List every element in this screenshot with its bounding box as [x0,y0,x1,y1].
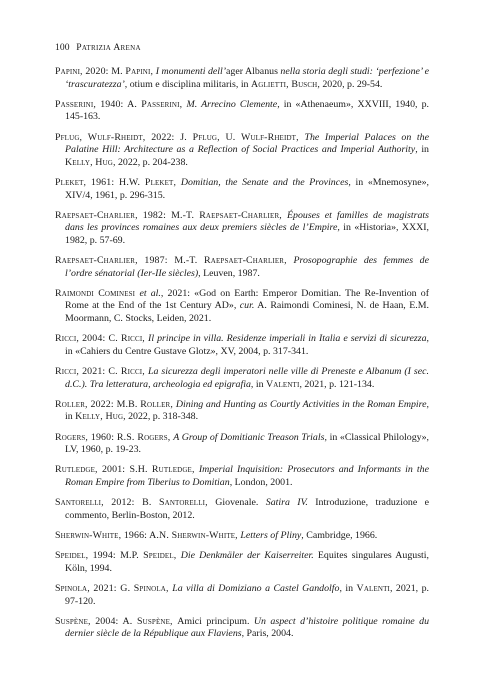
bibliography-entry [55,464,429,489]
bibliography-entry [55,333,429,358]
entry-author: Pflug, Wulf-Rheidt, 2022: J. Pflug, U. Wulf-Rheidt, [55,131,305,143]
entry-title: La villa di Domiziano a Castel Gandolfo [172,582,340,594]
entry-text: , otium e disciplina militaris, in [124,78,251,90]
entry-author: Suspène, 2004: A. Suspène, [55,615,178,627]
entry-title: I monumenti dell’ [155,66,227,77]
bibliography-entry [55,583,429,608]
entry-author: Ricci, 2021: C. Ricci, [55,366,148,378]
bibliography-entry [55,616,429,641]
entry-title: Dining and Hunting as Courtly Activities in the Roman Empire [175,398,427,410]
entry-author: Papini, 2020: M. Papini, [55,66,156,77]
entry-author: Kelly, Hug [75,411,124,423]
bibliography-entry [55,530,429,543]
entry-title: Satira IV. [265,497,308,509]
bibliography-entry [55,399,429,424]
entry-text: , in «Historia», XXXI, 1982, p. 57-69. [65,222,429,246]
entry-author: Sherwin-White, 1966: A.N. Sherwin-White, [55,529,241,541]
entry-text: , 2021, p. 121-134. [299,378,375,390]
entry-author: Valenti [356,582,390,594]
bibliography-entry [55,210,429,248]
entry-text: Equites singulares Augusti, Köln, 1994. [65,550,430,574]
bibliography-entry [55,550,429,575]
entry-author: Santorelli, 2012: B. Santorelli, [55,497,216,509]
entry-author: Raepsaet-Charlier, 1982: M.-T. Raepsaet-Charlier, [55,209,287,221]
entry-author: Rutledge, 2001: S.H. Rutledge, [55,464,199,476]
entry-text: , London, 2001. [229,476,293,488]
entry-title: La sicurezza degli imperatori nelle ville di Preneste e Albanum (I sec. d.C.). Tra letteratura, archeologia ed epigrafia [65,366,430,390]
entry-text: , in [65,398,430,423]
entry-title: The Imperial Palaces on the Palatine Hill: Architecture as a Reflection of Social Practices and Imperial Authority [65,131,429,156]
entry-text: , in [415,144,429,156]
running-head-author: Patrizia Arena [76,42,141,53]
entry-title: Imperial Inquisition: Prosecutors and Informants in the Roman Empire from Tiberius to Domitian [65,464,429,488]
entry-title: Die Denkmäler der Kaiserreiter. [180,550,314,562]
entry-author: Spinola, 2021: G. Spinola, [55,582,173,594]
entry-text: , 2021: «God on Earth: Emperor Domitian. The Re-Invention of Rome at the End of the 1st Century AD», [65,287,429,312]
entry-text: ager Albanus [226,66,281,77]
entry-title: et al. [139,287,161,299]
entry-author: Kelly, Hug [65,156,113,168]
entry-author: Ricci, 2004: C. Ricci, [55,333,149,345]
running-head [55,42,141,53]
entry-author: Raimondi Cominesi [55,287,140,299]
entry-author: Rogers, 1960: R.S. Rogers, [55,431,174,443]
entry-text: Introduzione, traduzione e commento, Berlin-Boston, 2012. [65,497,429,521]
entry-title: Prosopographie des femmes de l’ordre sénatorial (Ier-IIe siècles) [65,255,430,279]
bibliography-entry [55,66,429,91]
page-number: 100 [55,42,70,53]
entry-text: , in [339,582,357,594]
entry-title: Épouses et familles de magistrats dans les provinces romaines aux deux premiers siècles de l’Empire [65,209,429,234]
bibliography-entry [55,132,429,170]
bibliography-list [55,66,429,648]
entry-author: Pleket, 1961: H.W. Pleket, [55,176,181,188]
entry-author: Aglietti, Busch [250,78,318,90]
entry-text: , in «Cahiers du Centre Gustave Glotz», XV, 2004, p. 317-341. [65,333,429,357]
entry-title: cur. [239,300,255,312]
bibliography-entry [55,497,429,522]
entry-text: , 2021, p. 97-120. [65,582,430,607]
bibliography-entry [55,255,429,280]
entry-text: , 2020, p. 29-54. [317,78,383,90]
entry-text: , in [250,378,266,390]
entry-author: Passerini, 1940: A. Passerini, [55,98,187,110]
entry-text: , in «Athenaeum», XXVIII, 1940, p. 145-163. [65,98,429,123]
entry-author: Speidel, 1994: M.P. Speidel, [55,550,181,562]
entry-title: Letters of Pliny [240,529,302,541]
entry-author: Roller, 2022: M.B. Roller, [55,398,176,410]
entry-text: , Paris, 2004. [241,628,294,640]
entry-text: , in «Mnemosyne», XIV/4, 1961, p. 296-315. [65,176,429,201]
bibliography-entry [55,99,429,124]
entry-title: Un aspect d’histoire politique romaine du dernier siècle de la République aux Flaviens [65,615,430,640]
entry-title: Domitian, the Senate and the Provinces [180,176,349,188]
entry-text: , 2022, p. 318-348. [123,411,199,423]
entry-title: nella storia degli studi: ‘perfezione’ e ‘trascuratezza’ [65,66,429,90]
bibliography-entry [55,288,429,326]
entry-title: A Group of Domitianic Treason Trials [173,431,325,443]
entry-text: , 2022, p. 204-238. [113,156,188,168]
entry-title: Il principe in villa. Residenze imperiali in Italia e servizi di sicurezza [148,333,427,345]
entry-text: , in «Classical Philology», LV, 1960, p. 19-23. [65,431,429,456]
entry-text: Giovenale. [215,497,266,509]
entry-author: Raepsaet-Charlier, 1987: M.-T. Raepsaet-Charlier, [55,255,294,267]
bibliography-entry [55,366,429,391]
entry-text: , Leuven, 1987. [198,267,260,279]
bibliography-entry [55,432,429,457]
entry-text: , Cambridge, 1966. [301,529,378,541]
bibliography-entry [55,177,429,202]
entry-author: Valenti [265,378,300,390]
entry-text: A. Raimondi Cominesi, N. de Haan, E.M. Moormann, C. Stocks, Leiden, 2021. [65,300,430,325]
entry-title: M. Arrecino Clemente [186,98,278,110]
entry-text: Amici principum. [177,615,254,627]
